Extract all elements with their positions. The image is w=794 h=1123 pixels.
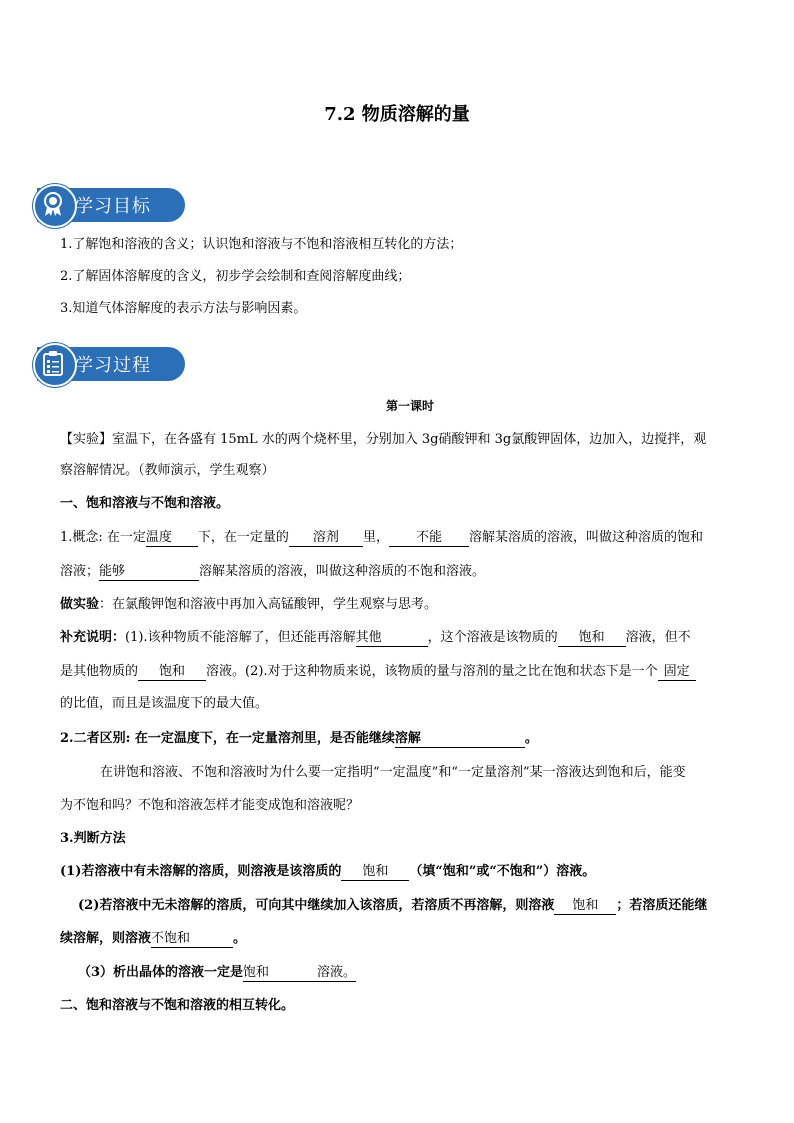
experiment-line-1 [60, 430, 760, 450]
blank-answer: 饱和 [558, 630, 626, 647]
question-line-1: 在讲饱和溶液、不饱和溶液时为什么要一定指明“一定温度”和“一定量溶剂”某一溶液达到饱和后，能变 [100, 765, 686, 780]
section-label-goals: 学习目标 [75, 196, 151, 217]
blank-answer: 溶解 [395, 731, 525, 748]
blank-answer: 溶剂 [289, 530, 363, 547]
page-title: 7.2 物质溶解的量 [324, 104, 470, 125]
blank-answer: 饱和 [138, 664, 206, 681]
judge-heading: 3.判断方法 [60, 831, 126, 846]
goal-item: 3.知道气体溶解度的表示方法与影响因素。 [60, 301, 307, 316]
goal-item: 1.了解饱和溶液的含义；认识饱和溶液与不饱和溶液相互转化的方法； [60, 237, 463, 252]
section-banner-goals [33, 184, 185, 226]
supplement-line-2: 是其他物质的 饱和 溶液。(2).对于这种物质来说，该物质的量与溶剂的量之比在饱和状态下是一个 固定 [60, 662, 760, 682]
award-icon [41, 191, 65, 217]
blank-answer: 固定 [658, 664, 696, 681]
judge-rule-2-line-2: 续溶解，则溶液不饱和 。 [60, 931, 247, 946]
blank-answer: 饱和 [554, 898, 616, 915]
do-experiment-tag: 做实验 [60, 597, 100, 612]
judge-rule-3: （3）析出晶体的溶液一定是饱和 溶液。 [78, 965, 357, 980]
blank-answer: 不饱和 [151, 931, 233, 948]
difference: 2.二者区别: 在一定温度下，在一定量溶剂里，是否能继续溶解 。 [60, 731, 538, 746]
judge-rule-2-line-1: (2)若溶液中无未溶解的溶质，可向其中继续加入该溶质，若溶质不再溶解，则溶液 饱和 ；若溶质还能继 [78, 898, 708, 913]
supplement-line-3: 的比值，而且是该温度下的最大值。 [60, 696, 269, 711]
blank-answer: 饱和 [341, 864, 409, 881]
blank-answer: 温度 [146, 530, 198, 547]
goal-item: 2.了解固体溶解度的含义，初步学会绘制和查阅溶解度曲线； [60, 269, 411, 284]
section-label-process: 学习过程 [75, 355, 151, 376]
blank-answer: 其他 [356, 630, 428, 647]
heading-1: 一、饱和溶液与不饱和溶液。 [60, 496, 230, 511]
supplement-line-1: 补充说明：(1).该种物质不能溶解了，但还能再溶解其他 ，这个溶液是该物质的 饱和 溶液，但不 [60, 630, 691, 645]
lesson-title: 第一课时 [385, 399, 434, 413]
clipboard-icon [41, 350, 65, 376]
blank-answer: 不能 [389, 530, 469, 547]
question-line-2: 为不饱和吗？不饱和溶液怎样才能变成饱和溶液呢？ [60, 798, 360, 813]
concept-line-2: 溶液；能够 溶解某溶质的溶液，叫做这种溶质的不饱和溶液。 [60, 564, 486, 579]
heading-2: 二、饱和溶液与不饱和溶液的相互转化。 [60, 998, 295, 1013]
experiment-line-2: 察溶解情况。（教师演示，学生观察） [60, 463, 275, 478]
judge-rule-1: (1)若溶液中有未溶解的溶质，则溶液是该溶质的 饱和 （填“饱和”或“不饱和”）溶液。 [60, 864, 596, 879]
experiment-text: 室温下，在各盛有 15mL 水的两个烧杯里，分别加入 3g硝酸钾和 3g氯酸钾固体，边加入，边搅拌，观 [112, 432, 707, 447]
section-banner-process [33, 343, 185, 385]
do-experiment: 做实验：在氯酸钾饱和溶液中再加入高锰酸钾，学生观察与思考。 [60, 597, 438, 612]
concept-line-1: 1.概念: 在一定温度 下，在一定量的 溶剂 里， 不能 溶解某溶质的溶液，叫做这种溶质的饱和 [60, 530, 703, 545]
experiment-tag: 【实验】 [60, 432, 113, 447]
supplement-tag: 补充说明： [60, 630, 126, 645]
blank-answer: 饱和 [243, 965, 317, 982]
blank-answer: 能够 [99, 564, 199, 581]
